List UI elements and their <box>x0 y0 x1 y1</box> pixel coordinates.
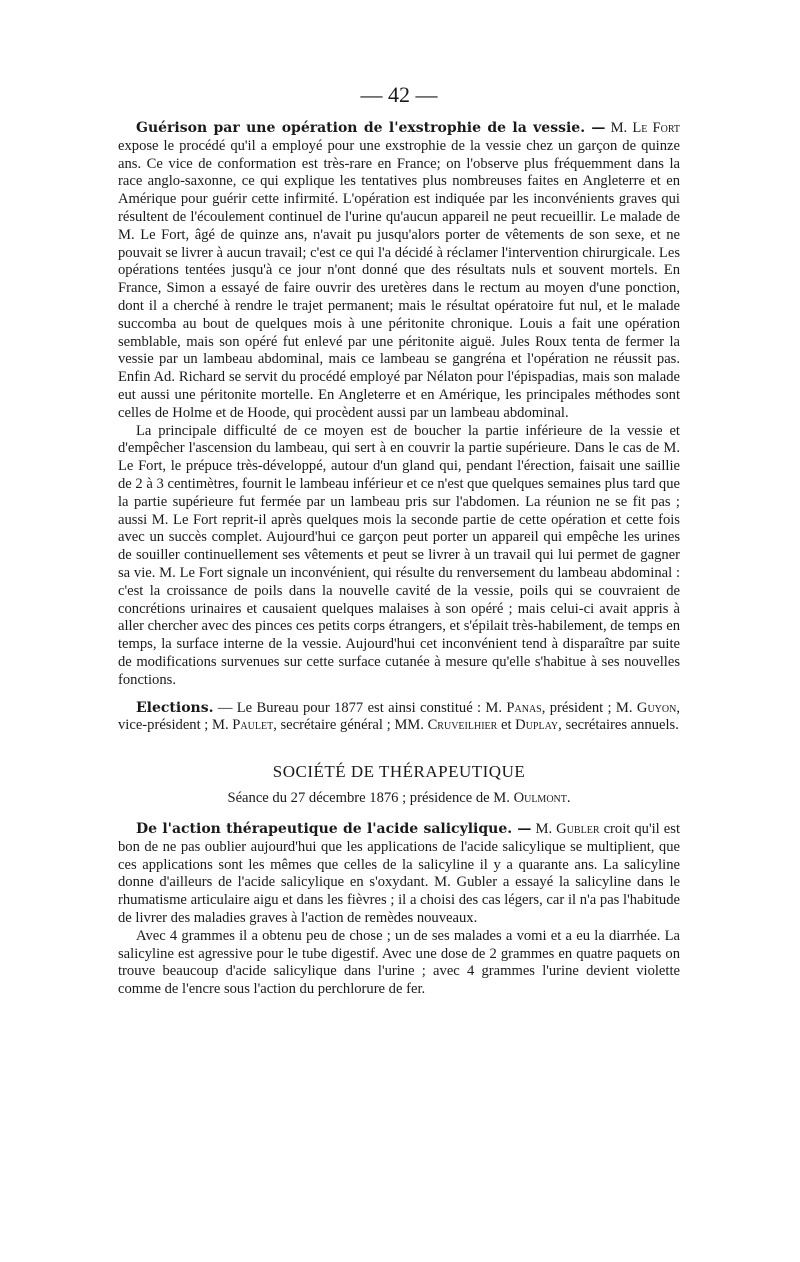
seance-line <box>118 789 680 807</box>
speaker-name-2: Gubler <box>556 821 600 838</box>
seance-end: . <box>566 790 571 807</box>
elections-text-d: , secrétaire général ; MM. <box>273 717 424 734</box>
elections-paragraph <box>118 700 680 736</box>
page <box>118 82 680 999</box>
exstrophie-body-text: expose le procédé qu'il a employé pour une exstrophie de la vessie chez un garçon de quinze ans. Ce vice de conformation est très-rare en France; on l'observe plus fréquemment dans la race anglo-saxonne, ce qui explique les tentatives plus nombreuses faites en Angleterre et en Amérique pour guérir cette infirmité. L'opération est indiquée par les inconvénients graves qui résultent de l'écoulement continuel de l'urine qu'aucun appareil ne peut recueillir. Le malade de M. Le Fort, âgé de quinze ans, n'avait pu jusqu'alors porter de vêtements de son sexe, et ne pouvait se livrer à aucun travail; c'est ce qui l'a décidé à réclamer l'intervention chirurgicale. Les opérations tentées jusqu'à ce jour n'ont donné que des résultats nuls et souvent mortels. En France, Simon a essayé de faire ouvrir des uretères dans le rectum au moyen d'une ponction, dont il a cherché à rendre le trajet permanent; mais le résultat opératoire fut nul, et le malade succomba au bout de quelques mois à une péritonite chronique. Louis a fait une opération semblable, mais son opéré fut enlevé par une péritonite aiguë. Jules Roux tenta de fermer la vessie par un lambeau abdominal, mais ce lambeau se gangréna et l'opération ne réussit pas. Enfin Ad. Richard se servit du procédé employé par Nélaton pour l'épispadias, mais son malade eut aussi une péritonite mortelle. En Angleterre et en Amérique, les principales méthodes sont celles de Holme et de Hoode, qui procèdent aussi par un lambeau abdominal. <box>118 137 680 421</box>
exstrophie-heading: Guérison par une opération de l'exstrophie de la vessie. — <box>136 120 606 136</box>
name-secretaire-general: Paulet <box>232 717 274 734</box>
seance-text: Séance du 27 décembre 1876 ; présidence de M. <box>227 790 510 807</box>
salicylique-body-text: croit qu'il est bon de ne pas oublier aujourd'hui que les applications de l'acide salicylique se multiplient, que ces applications sont les mêmes que celles de la salicyline il y a quarante ans. La salicyline donne d'ailleurs de l'acide salicylique en s'oxydant. M. Gubler a essayé la salicyline dans le rhumatisme articulaire aigu et dans les fièvres ; il a choisi des cas légers, car il n'a pas l'habitude de livrer des maladies graves à l'action de remèdes nouveaux. <box>118 821 681 927</box>
elections-text-e: et <box>500 717 512 734</box>
speaker-prefix: M. <box>610 120 628 136</box>
salicylique-heading: De l'action thérapeutique de l'acide salicylique. — <box>136 821 532 838</box>
elections-text-f: , secrétaires annuels. <box>558 717 679 734</box>
elections-heading: Elections. <box>136 699 214 716</box>
spacer <box>118 690 680 700</box>
seance-president: Oulmont <box>513 790 567 807</box>
elections-text-c: , vice-président ; M. <box>118 699 680 734</box>
elections-text-b: , président ; M. <box>541 699 633 716</box>
speaker-prefix-2: M. <box>535 821 553 838</box>
elections-text-a: — Le Bureau pour 1877 est ainsi constitué : M. <box>217 699 503 716</box>
exstrophie-paragraph-1 <box>118 120 680 423</box>
salicylique-paragraph-2: Avec 4 grammes il a obtenu peu de chose ; un de ses malades a vomi et a eu la diarrhée. La salicyline est agressive pour le tube digestif. Avec une dose de 2 grammes en quatre paquets on trouve beaucoup d'acide salicylique dans l'urine ; avec 4 grammes l'urine devient violette comme de l'encre sous l'action du perchlorure de fer. <box>118 927 680 998</box>
speaker-name: Le Fort <box>632 120 681 136</box>
name-secretaire-annuel-1: Cruveilhier <box>427 717 498 734</box>
name-president: Panas <box>506 699 542 716</box>
name-secretaire-annuel-2: Duplay <box>515 717 559 734</box>
name-vice-president: Guyon <box>636 699 677 716</box>
exstrophie-paragraph-2: La principale difficulté de ce moyen est de boucher la partie inférieure de la vessie et d'empêcher l'ascension du lambeau, qui sert à en couvrir la partie supérieure. Dans le cas de M. Le Fort, le prépuce très-développé, autour d'un gland qui, pendant l'érection, faisait une saillie de 2 à 3 centimètres, fournit le lambeau inférieur et ce n'est que quelques semaines plus tard que la partie supérieure fut fermée par un lambeau pris sur l'abdomen. La réunion ne se fit pas ; aussi M. Le Fort reprit-il après quelques mois la seconde partie de cette opération et cette fois avec un succès complet. Aujourd'hui ce garçon peut porter un appareil qui empêche les urines de souiller continuellement ses vêtements et peut se livrer à un travail qui lui permet de gagner sa vie. M. Le Fort signale un inconvénient, qui résulte du renversement du lambeau abdominal : c'est la croissance de poils dans la nouvelle cavité de la vessie, poils qui se couvraient de concrétions urinaires et causaient quelques malaises à son opéré ; mais celui-ci avait appris à aller chercher avec des pinces ces petits corps étrangers, et s'épilait très-habilement, de temps en temps, la surface interne de la vessie. Aujourd'hui cet inconvénient tend à disparaître par suite de modifications survenues sur cette surface cutanée à mesure qu'elle s'habitue à ses nouvelles fonctions. <box>118 422 680 688</box>
society-title: SOCIÉTÉ DE THÉRAPEUTIQUE <box>272 762 526 782</box>
page-number: — 42 — <box>360 82 438 107</box>
salicylique-paragraph-1 <box>118 821 680 928</box>
